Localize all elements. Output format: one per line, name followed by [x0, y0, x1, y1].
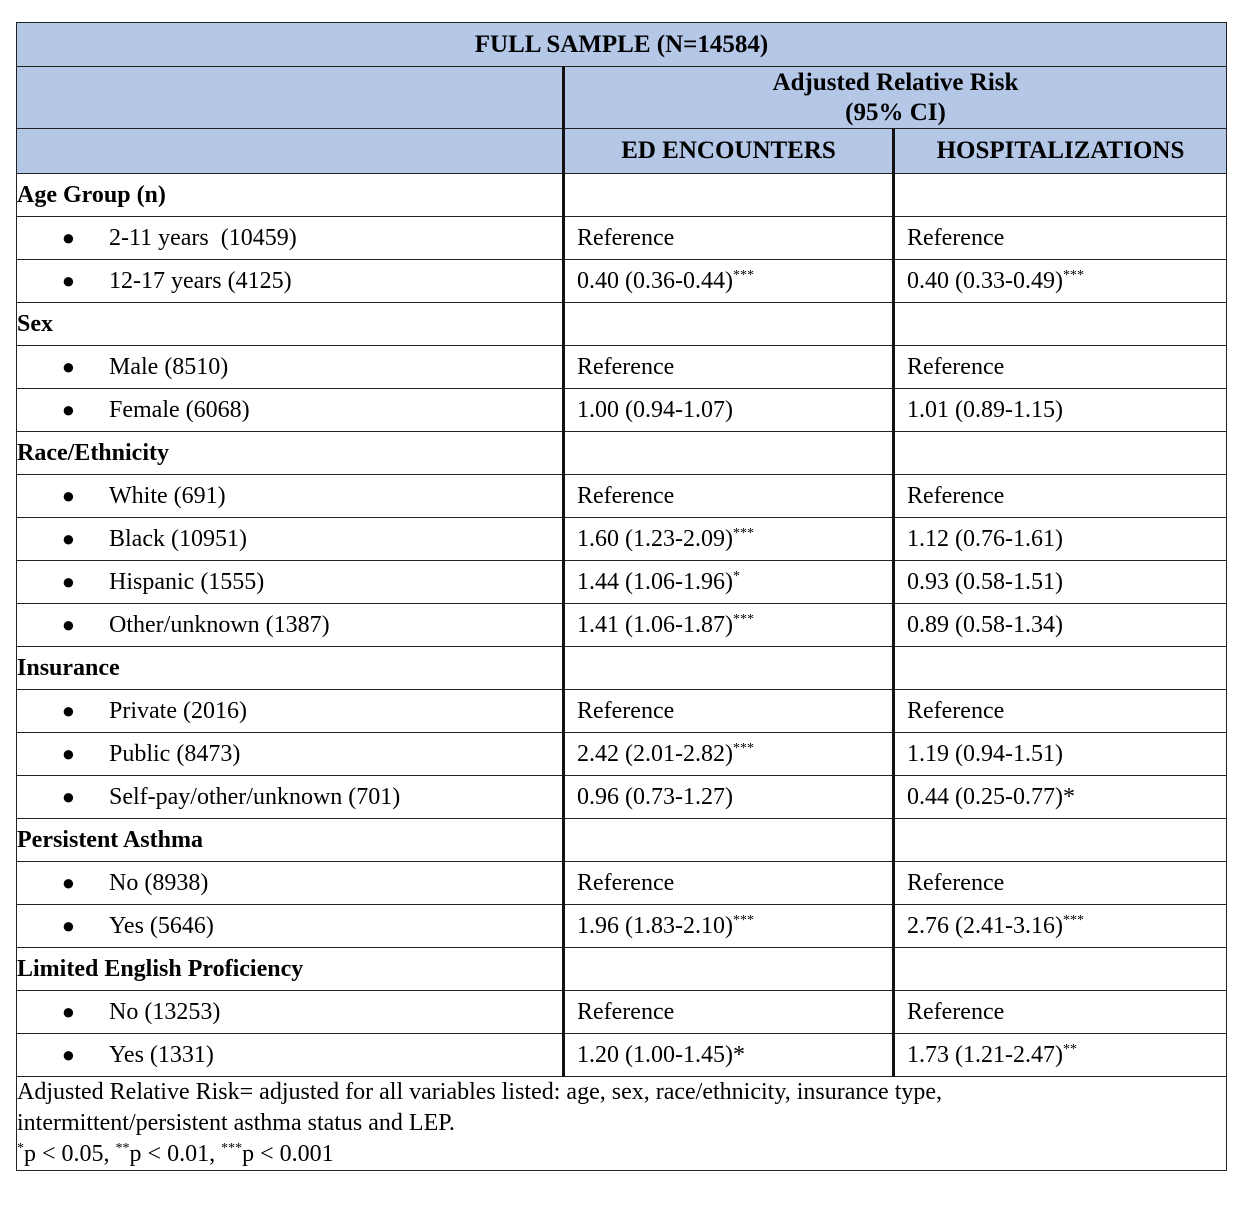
title-row	[17, 23, 1227, 67]
ed-cell	[564, 518, 894, 561]
ed-cell	[564, 389, 894, 432]
ed-cell-value: 0.96 (0.73-1.27)	[577, 783, 733, 810]
ed-cell-value: 1.60 (1.23-2.09)	[577, 525, 733, 552]
row-label: White (691)	[109, 482, 226, 509]
table-row	[17, 518, 1227, 561]
row-label: Hispanic (1555)	[109, 568, 265, 595]
table-row	[17, 905, 1227, 948]
ed-cell	[564, 733, 894, 776]
group-label: Limited English Proficiency	[17, 948, 564, 991]
table-row	[17, 604, 1227, 647]
table-row	[17, 733, 1227, 776]
hosp-cell	[894, 733, 1227, 776]
bullet-icon: ●	[61, 482, 75, 508]
ed-cell	[564, 475, 894, 518]
row-label-cell	[17, 1034, 564, 1077]
table-row	[17, 217, 1227, 260]
hosp-cell-value: 0.44 (0.25-0.77)*	[907, 783, 1075, 810]
hosp-cell	[894, 862, 1227, 905]
row-label: Male (8510)	[109, 353, 229, 380]
ed-cell	[564, 862, 894, 905]
hosp-cell-value: Reference	[907, 224, 1005, 251]
hosp-cell	[894, 604, 1227, 647]
row-label-cell	[17, 389, 564, 432]
row-label-cell	[17, 604, 564, 647]
ed-cell	[564, 905, 894, 948]
group-label: Sex	[17, 303, 564, 346]
hosp-cell-value: 1.19 (0.94-1.51)	[907, 740, 1063, 767]
row-label: No (13253)	[109, 998, 221, 1025]
ed-cell-value: Reference	[577, 482, 675, 509]
row-label: Female (6068)	[109, 396, 250, 423]
hosp-cell-value: 1.01 (0.89-1.15)	[907, 396, 1063, 423]
bullet-icon: ●	[61, 267, 75, 293]
group-row	[17, 174, 1227, 217]
bullet-icon: ●	[61, 783, 75, 809]
table-row	[17, 776, 1227, 819]
bullet-icon: ●	[61, 224, 75, 250]
row-label-cell	[17, 217, 564, 260]
ed-cell-significance: ***	[732, 611, 754, 627]
ed-encounters-header: ED ENCOUNTERS	[564, 129, 894, 174]
table-row	[17, 991, 1227, 1034]
bullet-icon: ●	[61, 568, 75, 594]
hosp-cell-value: Reference	[907, 482, 1005, 509]
group-label: Persistent Asthma	[17, 819, 564, 862]
hospitalizations-header: HOSPITALIZATIONS	[894, 129, 1227, 174]
ed-cell-value: Reference	[577, 353, 675, 380]
ed-cell-value: Reference	[577, 224, 675, 251]
group-ed-empty-cell	[564, 647, 894, 690]
hosp-cell	[894, 260, 1227, 303]
hosp-cell	[894, 475, 1227, 518]
table-row	[17, 346, 1227, 389]
group-hosp-empty-cell	[894, 647, 1227, 690]
row-label-cell	[17, 991, 564, 1034]
group-ed-empty-cell	[564, 303, 894, 346]
row-label-cell	[17, 475, 564, 518]
hosp-cell-value: 0.89 (0.58-1.34)	[907, 611, 1063, 638]
ed-cell-significance: *	[732, 568, 740, 584]
ed-cell	[564, 776, 894, 819]
ed-cell-value: 1.00 (0.94-1.07)	[577, 396, 733, 423]
hosp-cell-significance: ***	[1062, 912, 1084, 928]
group-hosp-empty-cell	[894, 819, 1227, 862]
table-row	[17, 260, 1227, 303]
group-ed-empty-cell	[564, 948, 894, 991]
table-title: FULL SAMPLE (N=14584)	[17, 23, 1227, 67]
bullet-icon: ●	[61, 1041, 75, 1067]
group-row	[17, 432, 1227, 475]
table-row	[17, 862, 1227, 905]
table-row	[17, 561, 1227, 604]
ed-cell-value: Reference	[577, 869, 675, 896]
ed-cell-value: 1.96 (1.83-2.10)	[577, 912, 733, 939]
bullet-icon: ●	[61, 396, 75, 422]
row-label: Other/unknown (1387)	[109, 611, 330, 638]
ed-cell	[564, 561, 894, 604]
hosp-cell-value: 0.40 (0.33-0.49)	[907, 267, 1063, 294]
group-label: Age Group (n)	[17, 174, 564, 217]
hosp-cell-value: 0.93 (0.58-1.51)	[907, 568, 1063, 595]
ed-cell	[564, 690, 894, 733]
hosp-cell-significance: **	[1062, 1041, 1077, 1057]
results-table	[16, 22, 1227, 1171]
row-label-cell	[17, 561, 564, 604]
subtitle-row	[17, 67, 1227, 129]
ed-cell-significance: ***	[732, 740, 754, 756]
table-row	[17, 690, 1227, 733]
bullet-icon: ●	[61, 525, 75, 551]
bullet-icon: ●	[61, 611, 75, 637]
row-label: No (8938)	[109, 869, 209, 896]
ed-cell	[564, 217, 894, 260]
row-label-cell	[17, 905, 564, 948]
hosp-cell-value: Reference	[907, 353, 1005, 380]
ed-cell	[564, 260, 894, 303]
bullet-icon: ●	[61, 353, 75, 379]
table-row	[17, 1034, 1227, 1077]
footnote-line1: Adjusted Relative Risk= adjusted for all variables listed: age, sex, race/ethnicity, insurance type,	[17, 1079, 943, 1105]
row-label-cell	[17, 690, 564, 733]
row-label-cell	[17, 260, 564, 303]
significance-legend: *p < 0.05, **p < 0.01, ***p < 0.001	[17, 1141, 334, 1167]
bullet-icon: ●	[61, 697, 75, 723]
group-hosp-empty-cell	[894, 174, 1227, 217]
ed-cell-significance: ***	[732, 912, 754, 928]
hosp-cell	[894, 389, 1227, 432]
table-row	[17, 475, 1227, 518]
header-blank-cell	[17, 67, 564, 129]
hosp-cell-value: Reference	[907, 697, 1005, 724]
group-hosp-empty-cell	[894, 432, 1227, 475]
hosp-cell	[894, 905, 1227, 948]
ed-cell-value: 1.44 (1.06-1.96)	[577, 568, 733, 595]
group-hosp-empty-cell	[894, 948, 1227, 991]
footnote-row	[17, 1077, 1227, 1171]
hosp-cell	[894, 1034, 1227, 1077]
subtitle-line2: (95% CI)	[845, 98, 946, 126]
ed-cell-value: 1.20 (1.00-1.45)*	[577, 1041, 745, 1068]
group-row	[17, 819, 1227, 862]
row-label: Self-pay/other/unknown (701)	[109, 783, 401, 810]
row-label: Yes (5646)	[109, 912, 214, 939]
group-row	[17, 647, 1227, 690]
bullet-icon: ●	[61, 998, 75, 1024]
row-label: Yes (1331)	[109, 1041, 214, 1068]
hosp-cell	[894, 991, 1227, 1034]
hosp-cell	[894, 776, 1227, 819]
row-label-cell	[17, 346, 564, 389]
ed-cell-value: 1.41 (1.06-1.87)	[577, 611, 733, 638]
hosp-cell	[894, 690, 1227, 733]
ed-cell-value: 2.42 (2.01-2.82)	[577, 740, 733, 767]
row-label: Public (8473)	[109, 740, 241, 767]
subtitle-line1: Adjusted Relative Risk	[772, 68, 1019, 96]
row-label-cell	[17, 776, 564, 819]
row-label-cell	[17, 518, 564, 561]
hosp-cell-value: 2.76 (2.41-3.16)	[907, 912, 1063, 939]
group-label: Insurance	[17, 647, 564, 690]
hosp-cell-value: 1.73 (1.21-2.47)	[907, 1041, 1063, 1068]
ed-cell-significance: ***	[732, 267, 754, 283]
row-label-cell	[17, 733, 564, 776]
group-hosp-empty-cell	[894, 303, 1227, 346]
header-blank-cell-2	[17, 129, 564, 174]
group-ed-empty-cell	[564, 819, 894, 862]
bullet-icon: ●	[61, 869, 75, 895]
hosp-cell-value: Reference	[907, 869, 1005, 896]
ed-cell-significance: ***	[732, 525, 754, 541]
row-label-cell	[17, 862, 564, 905]
column-header-row	[17, 129, 1227, 174]
bullet-icon: ●	[61, 740, 75, 766]
group-label: Race/Ethnicity	[17, 432, 564, 475]
group-ed-empty-cell	[564, 174, 894, 217]
bullet-icon: ●	[61, 912, 75, 938]
hosp-cell-value: 1.12 (0.76-1.61)	[907, 525, 1063, 552]
ed-cell	[564, 604, 894, 647]
row-label: Black (10951)	[109, 525, 247, 552]
row-label: 12-17 years (4125)	[109, 267, 292, 294]
ed-cell-value: Reference	[577, 697, 675, 724]
group-ed-empty-cell	[564, 432, 894, 475]
hosp-cell	[894, 518, 1227, 561]
adjusted-relative-risk-header	[564, 67, 1227, 129]
ed-cell-value: 0.40 (0.36-0.44)	[577, 267, 733, 294]
hosp-cell-significance: ***	[1062, 267, 1084, 283]
hosp-cell-value: Reference	[907, 998, 1005, 1025]
footnote-line2: intermittent/persistent asthma status and LEP.	[17, 1110, 455, 1136]
ed-cell	[564, 1034, 894, 1077]
ed-cell	[564, 991, 894, 1034]
group-row	[17, 303, 1227, 346]
row-label: 2-11 years (10459)	[109, 224, 297, 251]
ed-cell	[564, 346, 894, 389]
row-label: Private (2016)	[109, 697, 247, 724]
footnote	[17, 1077, 1227, 1171]
hosp-cell	[894, 561, 1227, 604]
ed-cell-value: Reference	[577, 998, 675, 1025]
hosp-cell	[894, 217, 1227, 260]
hosp-cell	[894, 346, 1227, 389]
group-row	[17, 948, 1227, 991]
table-row	[17, 389, 1227, 432]
